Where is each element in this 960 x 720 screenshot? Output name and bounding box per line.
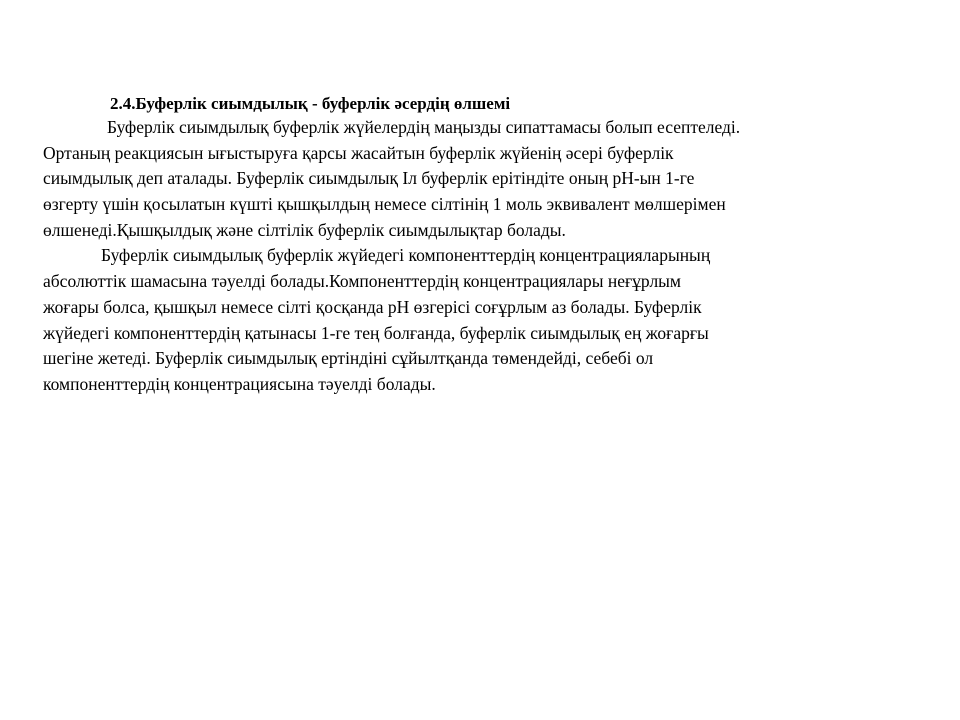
paragraph-2-line: абсолюттік шамасына тәуелді болады.Компоненттердің концентрациялары неғұрлым [43,271,682,292]
paragraph-1 [43,115,933,243]
paragraph-1-line: Буферлік сиымдылық буферлік жүйелердің маңызды сипаттамасы болып есептеледі. [107,117,741,137]
section-heading: 2.4.Буферлік сиымдылық - буферлік әсердің өлшемі [110,94,511,113]
paragraph-2-line: жүйедегі компоненттердің қатынасы 1-ге тең болғанда, буферлік сиымдылық ең жоғарғы [43,322,709,343]
paragraph-2-line: компоненттердің концентрациясына тәуелді болады. [43,373,436,394]
paragraph-1-line: сиымдылық деп аталады. Буферлік сиымдылық Iл буферлік ерітіндіте оның pH-ын 1-ге [43,168,695,189]
paragraph-1-line: Ортаның реакциясын ығыстыруға қарсы жасайтын буферлік жүйенің әсері буферлік [43,142,674,163]
paragraph-2-line: шегіне жетеді. Буферлік сиымдылық ертіндіні сұйылтқанда төмендейді, себебі ол [43,348,654,369]
paragraph-2 [43,243,933,397]
paragraph-1-line: өзгерту үшін қосылатын күшті қышқылдың немесе сілтінің 1 моль эквивалент мөлшерімен [43,194,726,215]
paragraph-2-line: Буферлік сиымдылық буферлік жүйедегі компоненттердің концентрацияларының [101,245,711,266]
paragraph-2-line: жоғары болса, қышқыл немесе сілті қосқанда pH өзгерісі соғұрлым аз болады. Буферлік [43,296,702,317]
document-body [43,92,933,398]
paragraph-1-line: өлшенеді.Қышқылдық және сілтілік буферлік сиымдылықтар болады. [43,219,566,240]
